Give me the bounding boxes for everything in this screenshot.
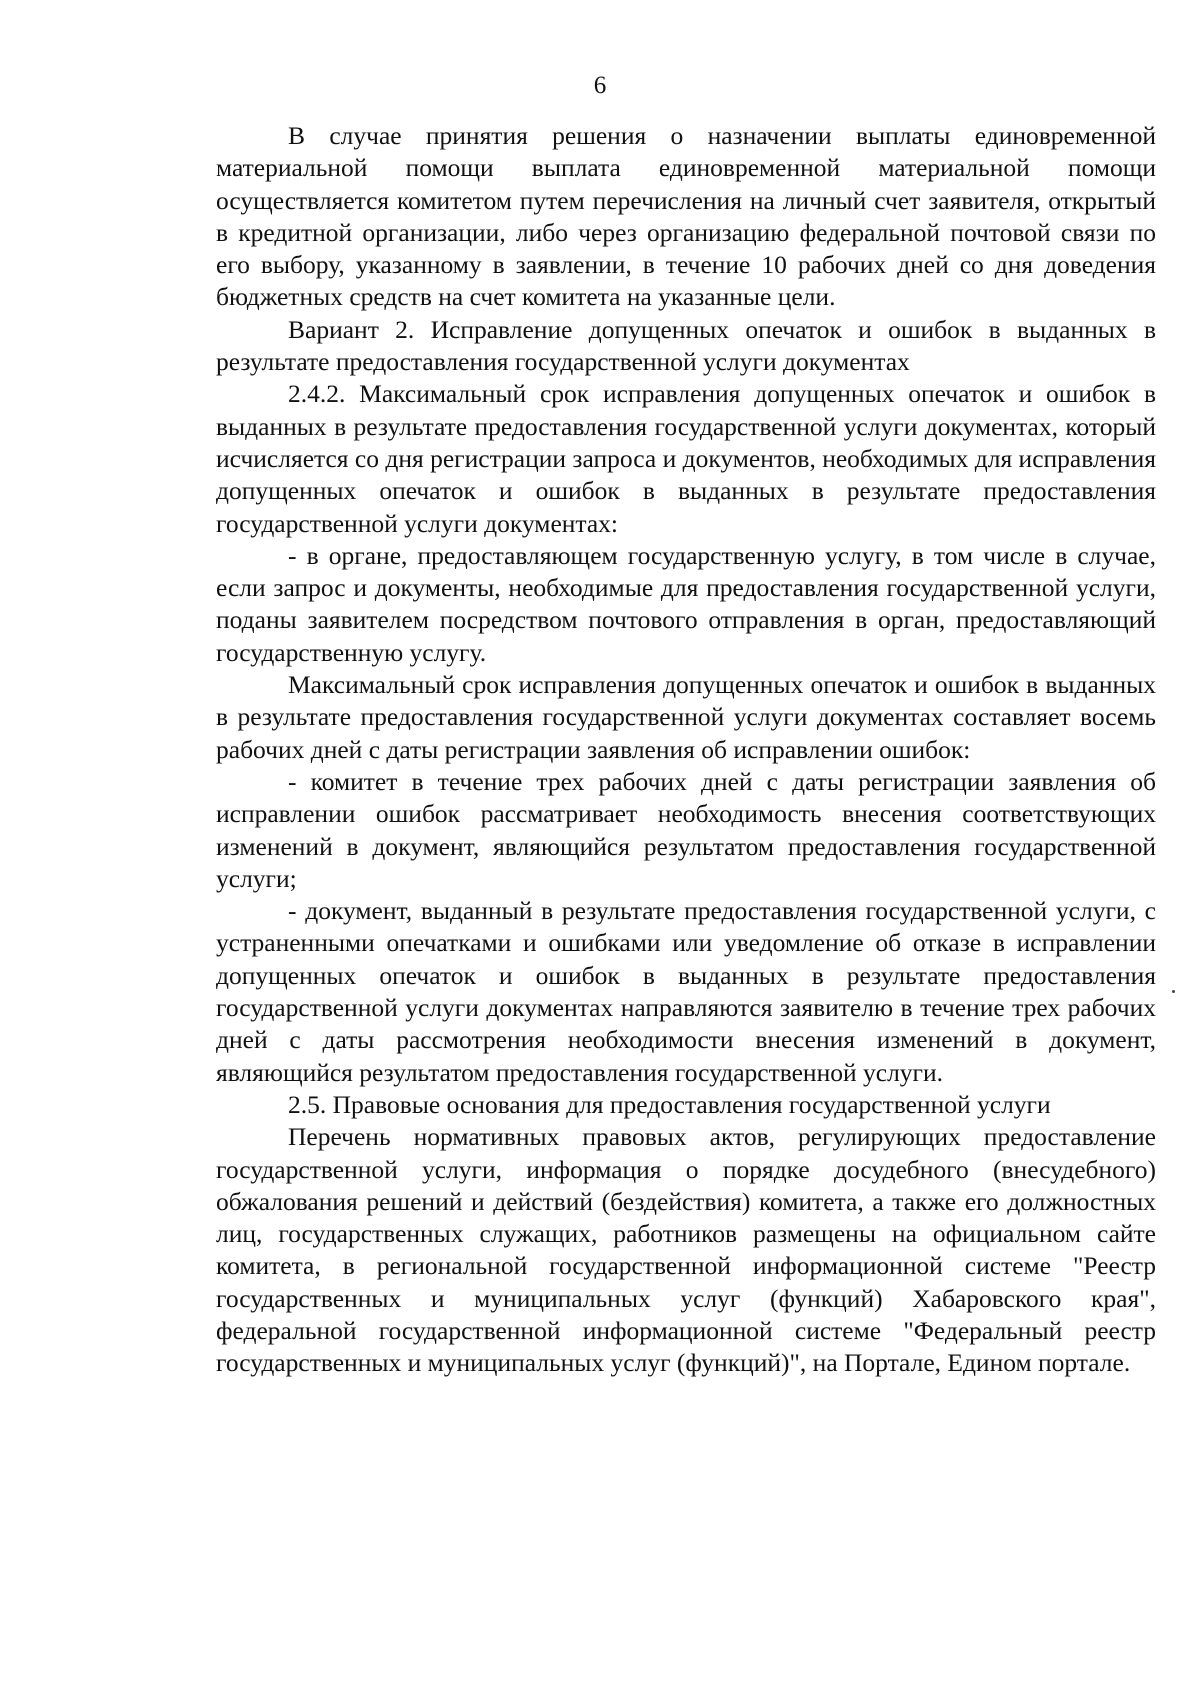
page-number: 6 bbox=[593, 72, 607, 99]
paragraph-section-2-4-2: 2.4.2. Максимальный срок исправления допущенных опечаток и ошибок в выданных в результате предоставления государственной услуги документах, который исчисляется со дня регистрации запроса и документов, необходимых для исправления допущенных опечаток и ошибок в выданных в результате предоставления государственной услуги документах: bbox=[216, 379, 1156, 538]
paragraph-variant-2-heading: Вариант 2. Исправление допущенных опечаток и ошибок в выданных в результате предоставления государственной услуги документах bbox=[216, 314, 1156, 377]
paragraph-payment-procedure: В случае принятия решения о назначении выплаты единовременной материальной помощи выплата единовременной материальной помощи осуществляется комитетом путем перечисления на личный счет заявителя, открытый в кредитной организации, либо через организацию федеральной почтовой связи по его выбору, указанному в заявлении, в течение 10 рабочих дней со дня доведения бюджетных средств на счет комитета на указанные цели. bbox=[216, 121, 1156, 312]
section-heading-2-5: 2.5. Правовые основания для предоставления государственной услуги bbox=[288, 1089, 1051, 1119]
list-item-authority: - в органе, предоставляющем государственную услугу, в том числе в случае, если запрос и документы, необходимые для предоставления государственной услуги, поданы заявителем посредством почтового отправления в орган, предоставляющий государственную услугу. bbox=[216, 540, 1156, 667]
list-item-corrected-document: - документ, выданный в результате предоставления государственной услуги, с устраненными опечатками и ошибками или уведомление об отказе в исправлении допущенных опечаток и ошибок в выданных в результате предоставления государственной услуги документах направляются заявителю в течение трех рабочих дней с даты рассмотрения необходимости внесения изменений в документ, являющийся результатом предоставления государственной услуги. bbox=[216, 896, 1156, 1087]
document-body bbox=[216, 120, 1156, 1380]
paragraph-max-correction-term: Максимальный срок исправления допущенных опечаток и ошибок в выданных в результате предоставления государственной услуги документах составляет восемь рабочих дней с даты регистрации заявления об исправлении ошибок: bbox=[216, 670, 1156, 764]
list-item-committee-review: - комитет в течение трех рабочих дней с даты регистрации заявления об исправлении ошибок рассматривает необходимость внесения соответствующих изменений в документ, являющийся результатом предоставления государственной услуги; bbox=[216, 766, 1156, 893]
paragraph-legal-acts-list: Перечень нормативных правовых актов, регулирующих предоставление государственной услуги, информация о порядке досудебного (внесудебного) обжалования решений и действий (бездействия) комитета, а также его должностных лиц, государственных служащих, работников размещены на официальном сайте комитета, в региональной государственной информационной системе "Реестр государственных и муниципальных услуг (функций) Хабаровского края", федеральной государственной информационной системе "Федеральный реестр государственных и муниципальных услуг (функций)", на Портале, Едином портале. bbox=[216, 1122, 1156, 1378]
scan-artifact bbox=[1172, 990, 1175, 993]
